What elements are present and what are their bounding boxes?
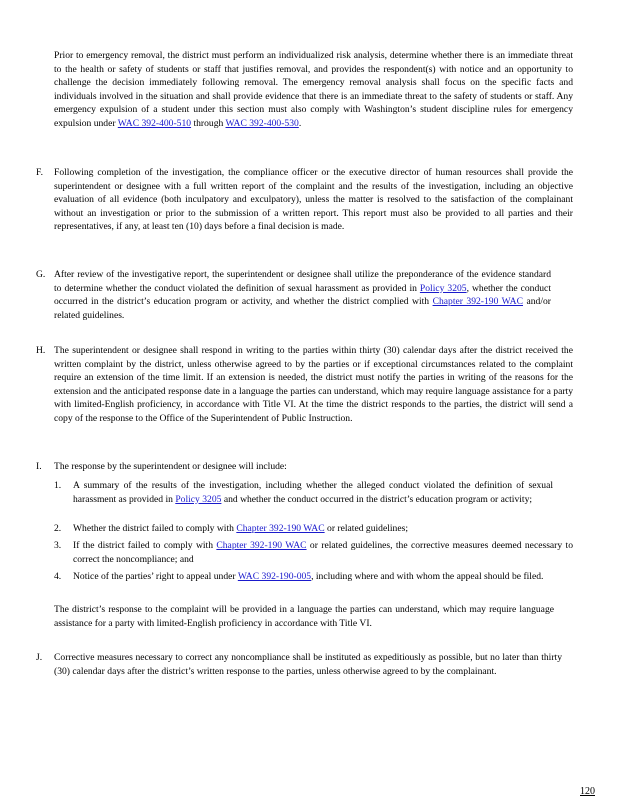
section-j-paragraph: Corrective measures necessary to correct any noncompliance shall be instituted as expeditiously as possible, but no later than thirty (30) calendar days after the district’s written response to the parties, unless otherwise agreed to by the complainant. xyxy=(54,652,562,677)
chapter-392-190-wac-link[interactable]: Chapter 392-190 WAC xyxy=(236,523,325,534)
section-g-text-3: and/or related guidelines. xyxy=(54,296,551,321)
list-item xyxy=(73,570,573,584)
section-g-text-1: After review of the investigative report, the superintendent or designee shall utilize the preponderance of the evidence standard to determine whether the conduct violated the definition of sexual harassment as provided in xyxy=(54,269,551,294)
section-h-label: H. xyxy=(36,345,46,356)
list-item xyxy=(73,479,553,506)
list-item-text: or related guidelines; xyxy=(324,523,409,534)
chapter-392-190-wac-link[interactable]: Chapter 392-190 WAC xyxy=(432,296,523,308)
section-i-intro: The response by the superintendent or designee will include: xyxy=(54,461,287,472)
page-number: 120 xyxy=(580,786,595,797)
policy-3205-link[interactable]: Policy 3205 xyxy=(175,493,222,505)
wac-392-400-510-link[interactable]: WAC 392-400-510 xyxy=(117,117,192,129)
chapter-392-190-wac-link[interactable]: Chapter 392-190 WAC xyxy=(216,540,307,551)
section-g-paragraph xyxy=(54,268,551,322)
section-j-label: J. xyxy=(36,652,43,663)
list-item-text: and whether the conduct occurred in the district’s education program or activity; xyxy=(221,493,533,505)
section-i-label: I. xyxy=(36,461,42,472)
list-item-text: , including where and with whom the appeal should be filed. xyxy=(311,571,544,582)
list-item-number: 1. xyxy=(54,480,62,491)
list-item-number: 3. xyxy=(54,540,62,551)
list-item-text: A summary of the results of the investigation, including whether the alleged conduct violated the definition of sexual harassment as provided in xyxy=(73,480,553,505)
section-f-paragraph: Following completion of the investigation, the compliance officer or the executive director of human resources shall provide the superintendent or designee with a full written report of the complaint and the results of the investigation, including an objective evaluation of all evidence (both inculpatory and exculpatory), unless the matter is resolved to the satisfaction of the complainant without an investigation or prior to the submission of a written report. This report must also be provided to all parties and their representatives, if any, at least ten (10) days before a final decision is made. xyxy=(54,167,573,233)
intro-mid: through xyxy=(191,117,226,129)
wac-392-190-005-link[interactable]: WAC 392-190-005 xyxy=(237,571,312,582)
list-item xyxy=(73,522,573,536)
policy-3205-link[interactable]: Policy 3205 xyxy=(419,282,467,294)
wac-392-400-530-link[interactable]: WAC 392-400-530 xyxy=(225,117,299,129)
list-item-number: 4. xyxy=(54,571,62,582)
section-g-text-2: , whether the conduct occurred in the district’s education program or activity, and whether the district complied with xyxy=(54,282,551,308)
section-g-label: G. xyxy=(36,269,46,280)
list-item-text: Whether the district failed to comply with xyxy=(73,523,237,534)
section-h-paragraph: The superintendent or designee shall respond in writing to the parties within thirty (30) calendar days after the district received the written complaint by the district, unless otherwise agreed to by the parties or if exceptional circumstances related to the complaint require an extension of the time limit. If an extension is needed, the district must notify the parties in writing of the reasons for the extension and the anticipated response date in a language the parties can understand, which may require language assistance for a party with limited-English proficiency, in accordance with Title VI. At the time the district responds to the parties, the district will send a copy of the response to the Office of the Superintendent of Public Instruction. xyxy=(54,345,573,424)
intro-paragraph xyxy=(54,49,573,130)
intro-text: Prior to emergency removal, the district must perform an individualized risk analysis, determine whether there is an immediate threat to the health or safety of students or staff that justifies removal, and provides the respondent(s) with notice and an opportunity to challenge the decision immediately following removal. The emergency removal analysis shall focus on the specific facts and individuals involved in the situation and shall provide evidence that there is an immediate threat to the safety of students or staff. Any emergency expulsion of a student under this section must also comply with Washington’s student discipline rules for emergency expulsion under xyxy=(54,50,573,129)
list-item-text: or related guidelines, the corrective measures deemed necessary to correct the noncompliance; and xyxy=(73,540,573,565)
list-item-number: 2. xyxy=(54,523,62,534)
section-f-label: F. xyxy=(36,167,43,178)
section-i-closing: The district’s response to the complaint will be provided in a language the parties can understand, which may require language assistance for a party with limited-English proficiency in accordance with Title VI. xyxy=(54,604,554,629)
list-item xyxy=(73,539,573,566)
intro-end: . xyxy=(298,117,302,129)
list-item-text: Notice of the parties’ right to appeal under xyxy=(73,571,238,582)
list-item-text: If the district failed to comply with xyxy=(73,540,217,551)
